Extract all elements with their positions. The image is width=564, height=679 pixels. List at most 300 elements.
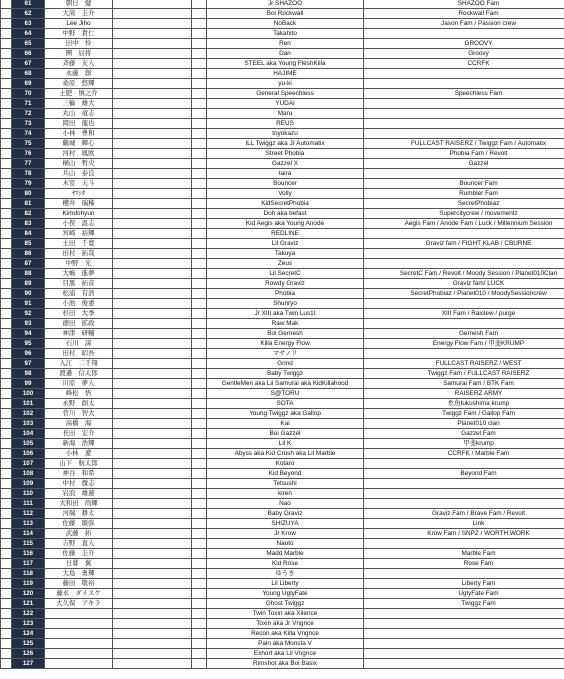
entry-number: 84 (12, 229, 45, 239)
blank-cell (192, 539, 207, 549)
table-row (1, 109, 564, 119)
row-margin-cell (1, 139, 12, 149)
dancer-alias: Rowdy Graviz (207, 279, 364, 289)
blank-cell (113, 269, 192, 279)
crew-name (364, 639, 564, 649)
dancer-alias: kiren (207, 489, 364, 499)
entry-number: 106 (12, 449, 45, 459)
dancer-alias: Exhort aka Lil Vngnce (207, 649, 364, 659)
crew-name (364, 659, 564, 669)
dancer-alias: Rimshot aka Boi Basix (207, 659, 364, 669)
crew-name (364, 489, 564, 499)
dancer-name: 山下 航太郎 (45, 459, 113, 469)
dancer-name: 川原 夢人 (45, 379, 113, 389)
dancer-alias: Jr Krow (207, 529, 364, 539)
blank-cell (113, 49, 192, 59)
dancer-name: 佐藤 頌弥 (45, 519, 113, 529)
blank-cell (113, 19, 192, 29)
dancer-alias: マサノリ (207, 349, 364, 359)
dancer-alias: Boi Rockwall (207, 9, 364, 19)
row-margin-cell (1, 239, 12, 249)
row-margin-cell (1, 409, 12, 419)
table-row (1, 289, 564, 299)
row-margin-cell (1, 229, 12, 239)
blank-cell (192, 199, 207, 209)
blank-cell (113, 309, 192, 319)
table-row (1, 229, 564, 239)
entry-number: 111 (12, 499, 45, 509)
blank-cell (192, 469, 207, 479)
table-row (1, 49, 564, 59)
dancer-name: 岩浪 雄蓮 (45, 489, 113, 499)
crew-name (364, 249, 564, 259)
row-margin-cell (1, 9, 12, 19)
dancer-name: 大島 勇輝 (45, 569, 113, 579)
blank-cell (192, 459, 207, 469)
crew-name: GROOVY (364, 39, 564, 49)
table-row (1, 269, 564, 279)
blank-cell (113, 599, 192, 609)
row-margin-cell (1, 339, 12, 349)
dancer-alias: SHIZUYA (207, 519, 364, 529)
table-row (1, 239, 564, 249)
dancer-name: 田中 怜 (45, 39, 113, 49)
row-margin-cell (1, 559, 12, 569)
entry-number: 104 (12, 429, 45, 439)
crew-name: Link (364, 519, 564, 529)
entry-number: 82 (12, 209, 45, 219)
row-margin-cell (1, 489, 12, 499)
blank-cell (192, 19, 207, 29)
blank-cell (192, 659, 207, 669)
crew-name: Groovy (364, 49, 564, 59)
table-row (1, 659, 564, 669)
blank-cell (113, 579, 192, 589)
crew-name (364, 169, 564, 179)
blank-cell (113, 529, 192, 539)
entry-number: 113 (12, 519, 45, 529)
entry-number: 123 (12, 619, 45, 629)
crew-name: CCRFK / Marble Fam (364, 449, 564, 459)
blank-cell (113, 559, 192, 569)
blank-cell (113, 589, 192, 599)
row-margin-cell (1, 329, 12, 339)
crew-name: CCRFK (364, 59, 564, 69)
entry-number: 119 (12, 579, 45, 589)
blank-cell (192, 329, 207, 339)
table-row (1, 299, 564, 309)
table-row (1, 419, 564, 429)
entry-number: 67 (12, 59, 45, 69)
dancer-alias: STEEL aka Young FleshKilla (207, 59, 364, 69)
blank-cell (113, 99, 192, 109)
entry-number: 77 (12, 159, 45, 169)
blank-cell (192, 339, 207, 349)
blank-cell (113, 399, 192, 409)
dancer-name: ﾔﾏｼﾀ (45, 189, 113, 199)
blank-cell (113, 539, 192, 549)
dancer-alias: Twin Toxin aka Xilence (207, 609, 364, 619)
dancer-alias: Shunryo (207, 299, 364, 309)
entry-number: 78 (12, 169, 45, 179)
table-row (1, 559, 564, 569)
blank-cell (192, 0, 207, 9)
entry-number: 61 (12, 0, 45, 9)
blank-cell (192, 149, 207, 159)
table-row (1, 309, 564, 319)
table-row (1, 189, 564, 199)
dancer-alias: REDLINE (207, 229, 364, 239)
blank-cell (113, 219, 192, 229)
crew-name: SecretC Fam / Revolt / Moody Session / Planet010Clan (364, 269, 564, 279)
row-margin-cell (1, 509, 12, 519)
dancer-name: 中野 光 (45, 259, 113, 269)
dancer-alias: Bouncer (207, 179, 364, 189)
crew-name: RAISERZ ARMY (364, 389, 564, 399)
dancer-alias: General Speechless (207, 89, 364, 99)
crew-name (364, 649, 564, 659)
entry-number: 107 (12, 459, 45, 469)
entry-number: 89 (12, 279, 45, 289)
dancer-name: 吉野 直人 (45, 539, 113, 549)
blank-cell (113, 239, 192, 249)
crew-name: FULLCAST RAISERZ / Twiggz Fam / Automatix (364, 139, 564, 149)
row-margin-cell (1, 249, 12, 259)
row-margin-cell (1, 539, 12, 549)
entry-number: 97 (12, 359, 45, 369)
table-row (1, 29, 564, 39)
crew-name: Supercitycrew / movementz (364, 209, 564, 219)
blank-cell (192, 279, 207, 289)
blank-cell (113, 569, 192, 579)
blank-cell (113, 479, 192, 489)
row-margin-cell (1, 89, 12, 99)
blank-cell (192, 549, 207, 559)
blank-cell (113, 329, 192, 339)
crew-name (364, 99, 564, 109)
row-margin-cell (1, 359, 12, 369)
blank-cell (113, 169, 192, 179)
row-margin-cell (1, 429, 12, 439)
blank-cell (192, 9, 207, 19)
entry-number: 71 (12, 99, 45, 109)
dancer-name: 菅川 智大 (45, 409, 113, 419)
row-margin-cell (1, 399, 12, 409)
row-margin-cell (1, 279, 12, 289)
entry-number: 125 (12, 639, 45, 649)
table-row (1, 639, 564, 649)
crew-name (364, 109, 564, 119)
blank-cell (113, 59, 192, 69)
dancer-alias: Kai (207, 419, 364, 429)
entry-number: 102 (12, 409, 45, 419)
crew-name: Beyond Fam (364, 469, 564, 479)
entry-number: 68 (12, 69, 45, 79)
entry-number: 110 (12, 489, 45, 499)
dancer-alias: Volly (207, 189, 364, 199)
entry-number: 103 (12, 419, 45, 429)
row-margin-cell (1, 569, 12, 579)
blank-cell (192, 589, 207, 599)
dancer-alias: Baby Graviz (207, 509, 364, 519)
table-row (1, 409, 564, 419)
row-margin-cell (1, 149, 12, 159)
entry-number: 69 (12, 79, 45, 89)
row-margin-cell (1, 619, 12, 629)
blank-cell (192, 179, 207, 189)
crew-name (364, 319, 564, 329)
table-row (1, 599, 564, 609)
blank-cell (192, 89, 207, 99)
row-margin-cell (1, 49, 12, 59)
blank-cell (113, 429, 192, 439)
entry-number: 64 (12, 29, 45, 39)
crew-name (364, 299, 564, 309)
entry-number: 74 (12, 129, 45, 139)
dancer-name: 岡田 龍也 (45, 119, 113, 129)
row-margin-cell (1, 589, 12, 599)
crew-name: Krow Fam / SNPZ / WORTH WORK (364, 529, 564, 539)
table-row (1, 369, 564, 379)
row-margin-cell (1, 209, 12, 219)
blank-cell (192, 79, 207, 89)
blank-cell (192, 119, 207, 129)
dancer-name (45, 609, 113, 619)
entry-number: 114 (12, 529, 45, 539)
row-margin-cell (1, 319, 12, 329)
blank-cell (113, 199, 192, 209)
blank-cell (113, 469, 192, 479)
dancer-alias: Kid Aegis aka Young Anode (207, 219, 364, 229)
table-row (1, 219, 564, 229)
blank-cell (113, 9, 192, 19)
row-margin-cell (1, 259, 12, 269)
crew-name (364, 499, 564, 509)
blank-cell (113, 629, 192, 639)
entry-number: 117 (12, 559, 45, 569)
crew-name (364, 619, 564, 629)
row-margin-cell (1, 629, 12, 639)
blank-cell (192, 489, 207, 499)
crew-name: Samurai Fam / BTK Fam (364, 379, 564, 389)
table-row (1, 19, 564, 29)
blank-cell (113, 349, 192, 359)
blank-cell (113, 489, 192, 499)
crew-name: Rumbler Fam (364, 189, 564, 199)
dancer-alias: Raw Mak (207, 319, 364, 329)
dancer-alias: HAJIME (207, 69, 364, 79)
row-margin-cell (1, 179, 12, 189)
table-row (1, 339, 564, 349)
crew-name: Gazzel (364, 159, 564, 169)
entry-number: 76 (12, 149, 45, 159)
blank-cell (113, 299, 192, 309)
entry-number: 126 (12, 649, 45, 659)
blank-cell (113, 259, 192, 269)
entry-number: 93 (12, 319, 45, 329)
entry-number: 96 (12, 349, 45, 359)
dancer-name: 河端 耕太 (45, 509, 113, 519)
dancer-alias: Tetsushi (207, 479, 364, 489)
crew-name: Gernesh Fam (364, 329, 564, 339)
dancer-alias: Kid Rose (207, 559, 364, 569)
blank-cell (113, 379, 192, 389)
blank-cell (192, 269, 207, 279)
crew-name: Planet010 clan (364, 419, 564, 429)
dancer-name: 永野 創太 (45, 399, 113, 409)
blank-cell (113, 289, 192, 299)
dancer-name: 宮崎 裕輝 (45, 229, 113, 239)
dancer-alias: Kid Beyond (207, 469, 364, 479)
table-row (1, 389, 564, 399)
dancer-name: 鶴城 輝心 (45, 139, 113, 149)
dancer-alias: toyokazu (207, 129, 364, 139)
dancer-name: 大髙 圭介 (45, 9, 113, 19)
blank-cell (113, 249, 192, 259)
table-row (1, 0, 564, 9)
blank-cell (192, 609, 207, 619)
blank-cell (192, 509, 207, 519)
dancer-alias: Young Twiggz aka Gallop (207, 409, 364, 419)
blank-cell (192, 559, 207, 569)
blank-cell (192, 569, 207, 579)
dancer-name: 木室 天斗 (45, 179, 113, 189)
table-row (1, 589, 564, 599)
blank-cell (192, 299, 207, 309)
row-margin-cell (1, 439, 12, 449)
blank-cell (192, 419, 207, 429)
table-row (1, 459, 564, 469)
blank-cell (192, 239, 207, 249)
table-row (1, 159, 564, 169)
table-row (1, 579, 564, 589)
blank-cell (192, 69, 207, 79)
crew-name: Jason Fam / Passion crew (364, 19, 564, 29)
crew-name: UglyFate Fam (364, 589, 564, 599)
dancer-alias: taira (207, 169, 364, 179)
dancer-name: 櫻井 瑞稀 (45, 199, 113, 209)
crew-name (364, 569, 564, 579)
blank-cell (192, 159, 207, 169)
blank-cell (192, 649, 207, 659)
blank-cell (192, 519, 207, 529)
table-row (1, 489, 564, 499)
row-margin-cell (1, 389, 12, 399)
dancer-name: 神谷 和希 (45, 469, 113, 479)
table-row (1, 649, 564, 659)
dancer-name: 河村 鳳欧 (45, 149, 113, 159)
dancer-alias: NoBack (207, 19, 364, 29)
crew-name (364, 349, 564, 359)
table-row (1, 69, 564, 79)
entry-number: 116 (12, 549, 45, 559)
row-margin-cell (1, 529, 12, 539)
dancer-alias: GentleMen aka Lil Samurai aka KidKillahood (207, 379, 364, 389)
entry-number: 124 (12, 629, 45, 639)
table-row (1, 349, 564, 359)
blank-cell (192, 449, 207, 459)
dancer-alias: Street Phobia (207, 149, 364, 159)
blank-cell (113, 39, 192, 49)
entry-number: 81 (12, 199, 45, 209)
dancer-alias: Doh aka befast (207, 209, 364, 219)
dancer-name (45, 639, 113, 649)
dancer-name (45, 659, 113, 669)
dancer-alias: Boi Gazzel (207, 429, 364, 439)
crew-name: FULLCAST RAISERZ / WEST (364, 359, 564, 369)
table-row (1, 59, 564, 69)
dancer-alias: Ghost Twiggz (207, 599, 364, 609)
blank-cell (113, 649, 192, 659)
blank-cell (192, 369, 207, 379)
row-margin-cell (1, 19, 12, 29)
crew-name (364, 69, 564, 79)
row-margin-cell (1, 609, 12, 619)
dancer-alias: Toxin aka Jr Vngnce (207, 619, 364, 629)
dancer-name: 入江 二千翔 (45, 359, 113, 369)
row-margin-cell (1, 129, 12, 139)
dancer-name: 高橋 海 (45, 419, 113, 429)
crew-name: SecretPhobiaz (364, 199, 564, 209)
crew-name: Rockwall Fam (364, 9, 564, 19)
entry-number: 120 (12, 589, 45, 599)
dancer-alias: Lil K (207, 439, 364, 449)
blank-cell (113, 519, 192, 529)
entry-number: 79 (12, 179, 45, 189)
blank-cell (113, 79, 192, 89)
entry-number: 112 (12, 509, 45, 519)
crew-name (364, 479, 564, 489)
table-row (1, 379, 564, 389)
blank-cell (192, 219, 207, 229)
crew-name: Twiggz Fam / FULLCAST RAISERZ (364, 369, 564, 379)
dancer-alias: SOTA (207, 399, 364, 409)
dancer-name: 團 辰将 (45, 49, 113, 59)
blank-cell (113, 339, 192, 349)
dancer-name: 杉田 大季 (45, 309, 113, 319)
table-row (1, 39, 564, 49)
row-margin-cell (1, 519, 12, 529)
entry-number: 73 (12, 119, 45, 129)
table-row (1, 119, 564, 129)
row-margin-cell (1, 419, 12, 429)
dancer-name: 朝日 健 (45, 0, 113, 9)
table-row (1, 9, 564, 19)
dancer-alias: Takuya (207, 249, 364, 259)
dancer-alias: Recon aka Killa Vngnce (207, 629, 364, 639)
blank-cell (113, 549, 192, 559)
dancer-name: 武藤 拓 (45, 529, 113, 539)
table-row (1, 549, 564, 559)
row-margin-cell (1, 109, 12, 119)
crew-name (364, 29, 564, 39)
dancer-name: 土田 千寛 (45, 239, 113, 249)
blank-cell (113, 89, 192, 99)
blank-cell (113, 119, 192, 129)
dancer-alias: REUS (207, 119, 364, 129)
entry-number: 75 (12, 139, 45, 149)
dancer-alias: Baby Twiggz (207, 369, 364, 379)
blank-cell (192, 319, 207, 329)
blank-cell (113, 509, 192, 519)
dancer-name: 徳田 拡政 (45, 319, 113, 329)
row-margin-cell (1, 549, 12, 559)
crew-name: Aegis Fam / Anode Fam / Luck / Millennium Session (364, 219, 564, 229)
table-row (1, 259, 564, 269)
dancer-alias: Jr XIII aka Twin Lus1t (207, 309, 364, 319)
dancer-alias: Takahito (207, 29, 364, 39)
dancer-alias: Zeus (207, 259, 364, 269)
